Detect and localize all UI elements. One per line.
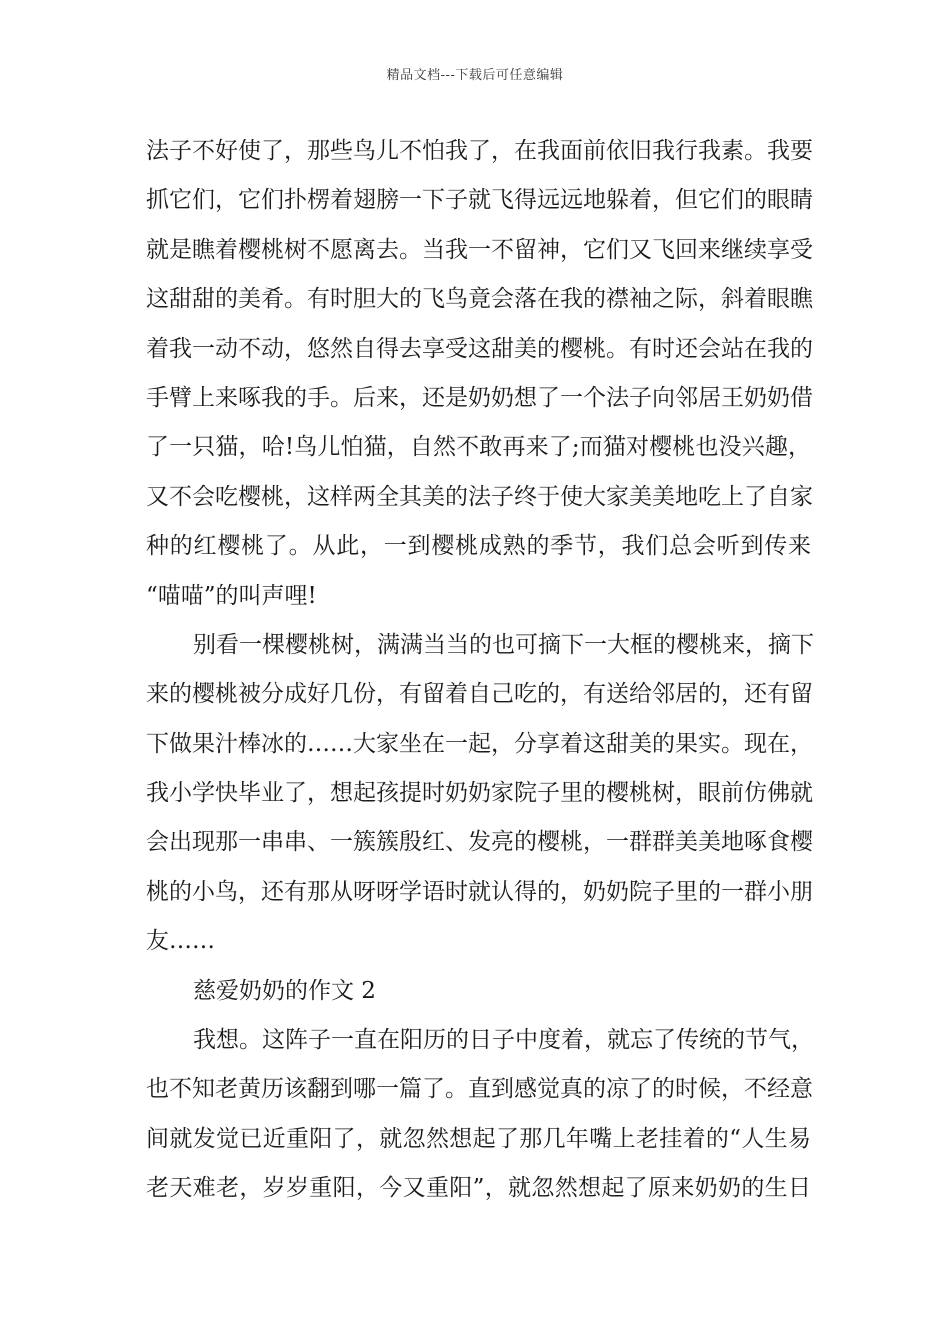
paragraph-start-line: 我想。这阵子一直在阳历的日子中度着，就忘了传统的节气， (193, 1027, 814, 1054)
text-line: 这甜甜的美肴。有时胆大的飞鸟竟会落在我的襟袖之际，斜着眼瞧 (146, 286, 813, 313)
text-line: 老天难老，岁岁重阳，今又重阳”，就忽然想起了原来奶奶的生日 (146, 1175, 811, 1202)
text-line: 友…… (146, 928, 215, 955)
text-line: 手臂上来啄我的手。后来，还是奶奶想了一个法子向邻居王奶奶借 (146, 384, 813, 411)
text-line: “喵喵”的叫声哩! (146, 582, 317, 609)
text-line: 下做果汁棒冰的……大家坐在一起，分享着这甜美的果实。现在， (146, 730, 813, 757)
text-line: 来的樱桃被分成好几份，有留着自己吃的，有送给邻居的，还有留 (146, 681, 813, 708)
paragraph-start-line: 别看一棵樱桃树，满满当当的也可摘下一大框的樱桃来，摘下 (193, 631, 814, 658)
text-line: 着我一动不动，悠然自得去享受这甜美的樱桃。有时还会站在我的 (146, 335, 813, 362)
text-line: 间就发觉已近重阳了，就忽然想起了那几年嘴上老挂着的“人生易 (146, 1125, 811, 1152)
text-line: 桃的小鸟，还有那从呀呀学语时就认得的，奶奶院子里的一群小朋 (146, 878, 813, 905)
page-header: 精品文档---下载后可任意编辑 (386, 68, 564, 83)
text-line: 种的红樱桃了。从此，一到樱桃成熟的季节，我们总会听到传来 (146, 533, 811, 560)
text-line: 就是瞧着樱桃树不愿离去。当我一不留神，它们又飞回来继续享受 (146, 236, 813, 263)
text-line: 又不会吃樱桃，这样两全其美的法子终于使大家美美地吃上了自家 (146, 483, 813, 510)
text-line: 我小学快毕业了，想起孩提时奶奶家院子里的樱桃树，眼前仿佛就 (146, 780, 813, 807)
text-line: 了一只猫，哈!鸟儿怕猫，自然不敢再来了;而猫对樱桃也没兴趣， (146, 434, 811, 461)
document-body (146, 131, 814, 1218)
section-heading: 慈爱奶奶的作文 2 (193, 977, 376, 1004)
text-line: 会出现那一串串、一簇簇殷红、发亮的樱桃，一群群美美地啄食樱 (146, 829, 813, 856)
text-line: 也不知老黄历该翻到哪一篇了。直到感觉真的凉了的时候，不经意 (146, 1076, 813, 1103)
text-line: 抓它们，它们扑楞着翅膀一下子就飞得远远地躲着，但它们的眼睛 (146, 187, 813, 214)
text-line: 法子不好使了，那些鸟儿不怕我了，在我面前依旧我行我素。我要 (146, 138, 813, 164)
